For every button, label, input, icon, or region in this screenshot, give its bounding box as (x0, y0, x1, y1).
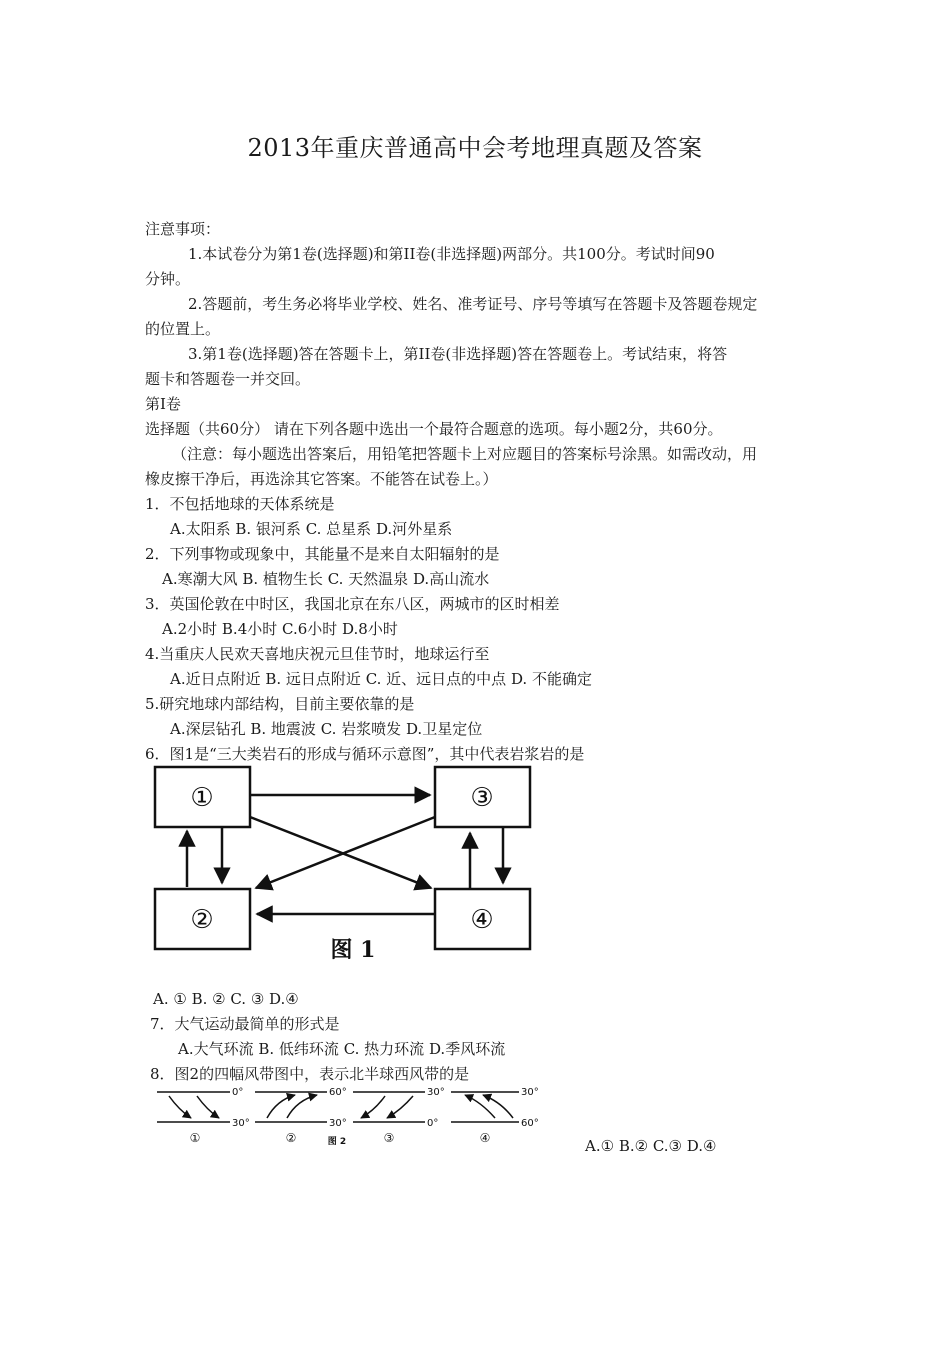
panel-1-label: ① (189, 1131, 201, 1145)
figure-2-caption: 图 2 (327, 1137, 347, 1147)
wind-belt-diagram (155, 1084, 550, 1154)
panel-3-top: 30° (427, 1087, 445, 1098)
box-2-label: ② (190, 905, 214, 935)
question-8-options: A.① B.② C.③ D.④ (585, 1137, 717, 1155)
panel-4-label: ④ (479, 1131, 491, 1145)
panel-1-bottom: 30° (232, 1118, 250, 1129)
panel-3-bottom: 0° (427, 1118, 439, 1129)
arrow-1-to-4 (250, 817, 431, 888)
panel-2-top: 60° (329, 1087, 347, 1098)
question-1-stem: 1．不包括地球的天体系统是 (145, 495, 335, 513)
notes-heading: 注意事项： (145, 220, 221, 238)
question-4-options: A.近日点附近 B. 远日点附近 C. 近、远日点的中点 D. 不能确定 (170, 670, 592, 688)
note-1-cont: 分钟。 (145, 270, 191, 288)
box-1-label: ① (190, 783, 214, 813)
question-4-stem: 4.当重庆人民欢天喜地庆祝元旦佳节时，地球运行至 (145, 645, 490, 663)
arrow-3-to-2 (256, 817, 435, 888)
question-5-stem: 5.研究地球内部结构，目前主要依靠的是 (145, 695, 415, 713)
question-6-options: A. ① B. ② C. ③ D.④ (153, 990, 299, 1008)
panel-1-top: 0° (232, 1087, 244, 1098)
question-3-options: A.2小时 B.4小时 C.6小时 D.8小时 (162, 620, 398, 638)
section-caution: （注意：每小题选出答案后，用铅笔把答题卡上对应题目的答案标号涂黑。如需改动，用 (172, 445, 758, 463)
panel-3-label: ③ (383, 1131, 395, 1145)
box-3-label: ③ (470, 783, 494, 813)
question-6-stem: 6．图1是“三大类岩石的形成与循环示意图”，其中代表岩浆岩的是 (145, 745, 585, 763)
section-intro: 选择题（共60分） 请在下列各题中选出一个最符合题意的选项。每小题2分，共60分。 (145, 420, 723, 438)
volume-heading: 第Ⅰ卷 (145, 395, 181, 413)
box-4-label: ④ (470, 905, 494, 935)
note-3: 3.第1卷(选择题)答在答题卡上，第II卷(非选择题)答在答题卷上。考试结束，将答 (188, 345, 728, 363)
note-2: 2.答题前，考生务必将毕业学校、姓名、准考证号、序号等填写在答题卡及答题卷规定 (188, 295, 758, 313)
section-caution-cont: 橡皮擦干净后，再选涂其它答案。不能答在试卷上。） (145, 470, 498, 488)
figure-1-caption: 图 1 (330, 937, 376, 963)
panel-2-bottom: 30° (329, 1118, 347, 1129)
question-5-options: A.深层钻孔 B. 地震波 C. 岩浆喷发 D.卫星定位 (170, 720, 483, 738)
note-3-cont: 题卡和答题卷一并交回。 (145, 370, 311, 388)
page-title: 2013年重庆普通高中会考地理真题及答案 (247, 134, 703, 162)
panel-4-top: 30° (521, 1087, 539, 1098)
panel-2-label: ② (285, 1131, 297, 1145)
question-7-stem: 7．大气运动最简单的形式是 (150, 1015, 340, 1033)
question-1-options: A.太阳系 B. 银河系 C. 总星系 D.河外星系 (170, 520, 453, 538)
question-2-stem: 2．下列事物或现象中，其能量不是来自太阳辐射的是 (145, 545, 500, 563)
question-8-stem: 8．图2的四幅风带图中，表示北半球西风带的是 (150, 1065, 470, 1083)
note-2-cont: 的位置上。 (145, 320, 221, 338)
rock-cycle-diagram (150, 762, 540, 967)
note-1: 1.本试卷分为第1卷(选择题)和第II卷(非选择题)两部分。共100分。考试时间90 (188, 245, 715, 263)
question-7-options: A.大气环流 B. 低纬环流 C. 热力环流 D.季风环流 (178, 1040, 506, 1058)
question-2-options: A.寒潮大风 B. 植物生长 C. 天然温泉 D.高山流水 (162, 570, 490, 588)
panel-4-bottom: 60° (521, 1118, 539, 1129)
question-3-stem: 3．英国伦敦在中时区，我国北京在东八区，两城市的区时相差 (145, 595, 560, 613)
